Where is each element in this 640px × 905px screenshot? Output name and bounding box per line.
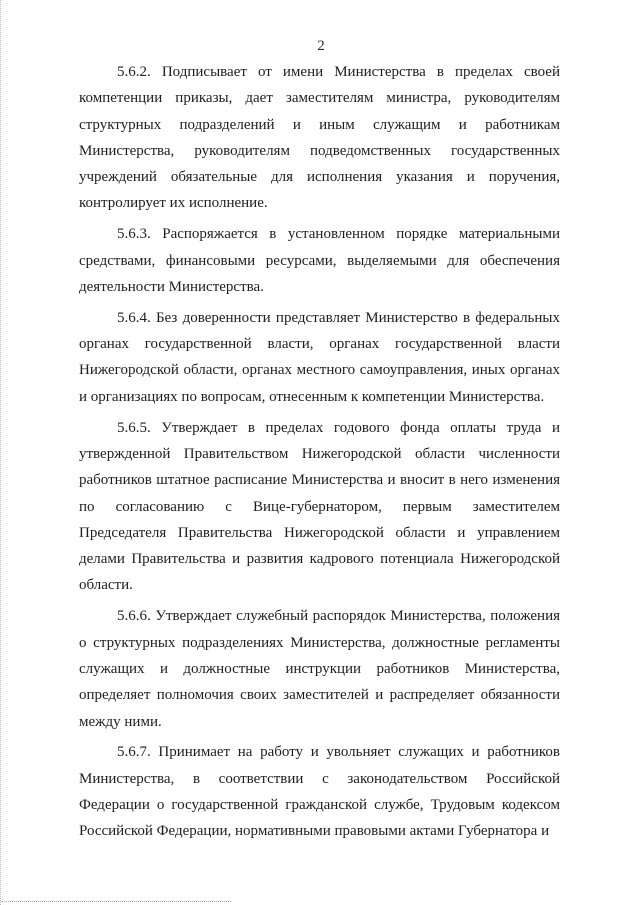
paragraph-5-6-4: 5.6.4. Без доверенности представляет Министерство в федеральных органах государственной власти, органах государственной власти Нижегородской области, органах местного самоуправления, иных органах и организациях по вопросам, отнесенным к компетенции Министерства. [79, 309, 560, 405]
document-body [79, 59, 560, 849]
paragraph-5-6-6: 5.6.6. Утверждает служебный распорядок Министерства, положения о структурных подразделениях Министерства, должностные регламенты служащих и должностные инструкции работников Министерства, определяет полномочия своих заместителей и распределяет обязанности между ними. [79, 608, 560, 730]
paragraph-5-6-7: 5.6.7. Принимает на работу и увольняет служащих и работников Министерства, в соответствии с законодательством Российской Федерации о государственной гражданской службе, Трудовым кодексом Российской Федерации, нормативными правовыми актами Губернатора и [79, 744, 560, 840]
paragraph-5-6-5: 5.6.5. Утверждает в пределах годового фонда оплаты труда и утвержденной Правительством Нижегородской области численности работников штатное расписание Министерства и вносит в него изменения по согласованию с Вице-губернатором, первым заместителем Председателя Правительства Нижегородской области и управлением делами Правительства и развития кадрового потенциала Нижегородской области. [79, 419, 560, 594]
paragraph-5-6-3: 5.6.3. Распоряжается в установленном порядке материальными средствами, финансовыми ресурсами, выделяемыми для обеспечения деятельности Министерства. [79, 226, 560, 295]
page-number: 2 [317, 38, 325, 54]
scan-edge-dots [1, 899, 231, 902]
paragraph-5-6-2: 5.6.2. Подписывает от имени Министерства в пределах своей компетенции приказы, дает заместителям министра, руководителям структурных подразделений и иным служащим и работникам Министерства, руководителям подведомственных государственных учреждений обязательные для исполнения указания и поручения, контролирует их исполнение. [79, 64, 560, 212]
